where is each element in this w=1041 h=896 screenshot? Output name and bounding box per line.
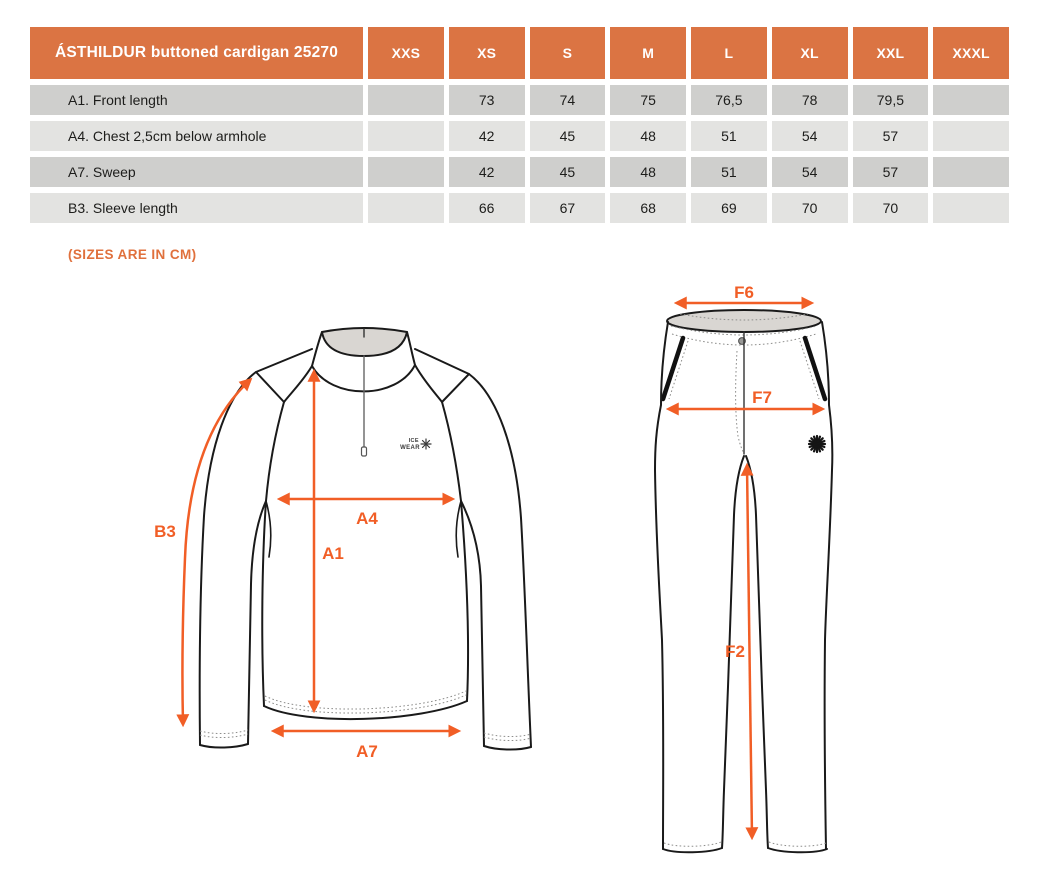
size-value: 67 <box>530 193 606 223</box>
size-header-xl: XL <box>772 27 848 79</box>
size-value: 48 <box>610 121 686 151</box>
size-value: 48 <box>610 157 686 187</box>
row-label: A7. Sweep <box>30 157 363 187</box>
size-value: 78 <box>772 85 848 115</box>
measure-arrow-b3 <box>182 380 250 724</box>
measure-arrow-f2 <box>747 466 752 837</box>
measure-label-f6: F6 <box>734 283 754 302</box>
size-value: 73 <box>449 85 525 115</box>
size-value <box>368 193 444 223</box>
size-value <box>933 193 1009 223</box>
size-value: 42 <box>449 157 525 187</box>
size-value: 75 <box>610 85 686 115</box>
measure-label-f2: F2 <box>725 642 745 661</box>
size-value: 70 <box>853 193 929 223</box>
size-value: 54 <box>772 121 848 151</box>
size-value <box>368 121 444 151</box>
size-value <box>933 121 1009 151</box>
size-value: 66 <box>449 193 525 223</box>
size-value: 69 <box>691 193 767 223</box>
size-header-xxs: XXS <box>368 27 444 79</box>
size-value: 74 <box>530 85 606 115</box>
measure-label-a7: A7 <box>356 742 378 761</box>
right-pocket-opening <box>805 338 825 399</box>
measure-label-a1: A1 <box>322 544 344 563</box>
row-label: A1. Front length <box>30 85 363 115</box>
measure-label-a4: A4 <box>356 509 378 528</box>
size-table <box>30 27 1009 223</box>
size-value <box>368 85 444 115</box>
brand-logo-text-ice: ICE <box>408 438 419 444</box>
size-value: 70 <box>772 193 848 223</box>
size-value: 45 <box>530 157 606 187</box>
row-label: B3. Sleeve length <box>30 193 363 223</box>
size-value: 57 <box>853 121 929 151</box>
size-header-xxxl: XXXL <box>933 27 1009 79</box>
size-header-xxl: XXL <box>853 27 929 79</box>
row-label: A4. Chest 2,5cm below armhole <box>30 121 363 151</box>
size-header-l: L <box>691 27 767 79</box>
brand-snowflake-icon <box>809 436 825 452</box>
measure-label-f7: F7 <box>752 388 772 407</box>
size-value: 54 <box>772 157 848 187</box>
zipper-pull <box>362 447 367 456</box>
table-title: ÁSTHILDUR buttoned cardigan 25270 <box>30 27 363 79</box>
sweater-diagram <box>140 288 590 780</box>
size-value: 42 <box>449 121 525 151</box>
size-value: 51 <box>691 157 767 187</box>
size-value: 68 <box>610 193 686 223</box>
size-value: 57 <box>853 157 929 187</box>
size-value <box>933 157 1009 187</box>
waist-opening <box>667 310 821 332</box>
left-pocket-opening <box>663 338 683 399</box>
size-header-m: M <box>610 27 686 79</box>
size-value <box>368 157 444 187</box>
size-header-xs: XS <box>449 27 525 79</box>
size-value: 76,5 <box>691 85 767 115</box>
brand-snowflake-icon <box>421 439 431 449</box>
size-value: 45 <box>530 121 606 151</box>
size-header-s: S <box>530 27 606 79</box>
size-value: 51 <box>691 121 767 151</box>
units-note: (SIZES ARE IN CM) <box>68 247 197 262</box>
pants-diagram <box>615 278 885 878</box>
size-value: 79,5 <box>853 85 929 115</box>
measure-label-b3: B3 <box>154 522 176 541</box>
brand-logo-text-wear: WEAR <box>400 445 420 451</box>
size-value <box>933 85 1009 115</box>
